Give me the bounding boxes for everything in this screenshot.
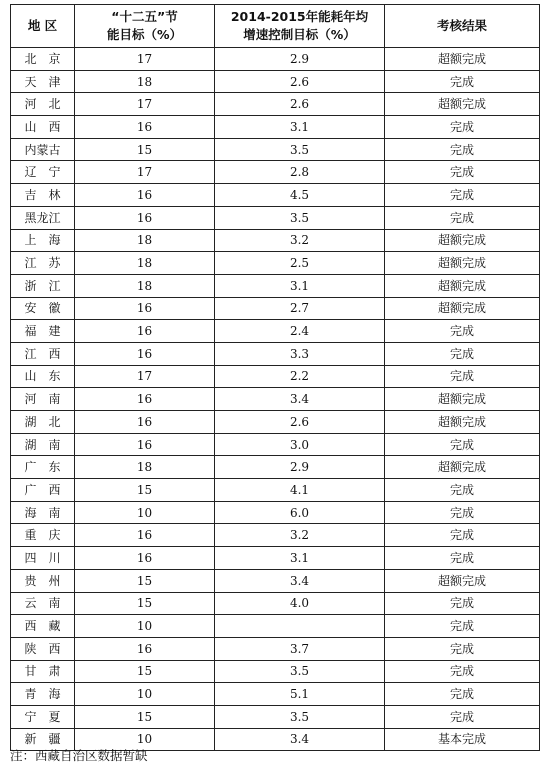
energy-assessment-table xyxy=(10,4,540,751)
footnote: 注：西藏自治区数据暂缺 xyxy=(10,748,148,763)
growth-cell xyxy=(215,252,385,275)
table-row xyxy=(11,592,540,615)
target-cell xyxy=(75,569,215,592)
growth-cell-text: 3.1 xyxy=(289,119,310,134)
growth-cell-text: 5.1 xyxy=(289,687,310,702)
target-cell-text: 10 xyxy=(136,687,153,702)
growth-cell xyxy=(215,229,385,252)
header-region-label: 地 区 xyxy=(27,18,58,33)
result-cell-text: 超额完成 xyxy=(437,392,486,407)
growth-cell xyxy=(215,433,385,456)
target-cell-text: 16 xyxy=(136,550,153,565)
table-row xyxy=(11,138,540,161)
growth-cell xyxy=(215,116,385,139)
header-result-label: 考核结果 xyxy=(436,18,487,33)
region-cell-text: 云南 xyxy=(24,596,73,611)
growth-cell-text: 2.5 xyxy=(289,256,310,271)
header-growth-line2: 增速控制目标（%） xyxy=(243,27,356,42)
region-cell xyxy=(11,569,75,592)
target-cell xyxy=(75,615,215,638)
target-cell xyxy=(75,229,215,252)
growth-cell xyxy=(215,297,385,320)
result-cell-text: 完成 xyxy=(449,528,474,543)
region-cell-text: 西藏 xyxy=(24,619,73,634)
region-cell xyxy=(11,116,75,139)
header-target-line2: 能目标（%） xyxy=(106,27,183,42)
target-cell xyxy=(75,116,215,139)
target-cell xyxy=(75,501,215,524)
header-growth-line1: 2014-2015年能耗年均 xyxy=(230,9,369,24)
table-row xyxy=(11,456,540,479)
growth-cell-text: 3.0 xyxy=(289,437,310,452)
table-row xyxy=(11,705,540,728)
region-cell xyxy=(11,456,75,479)
result-cell xyxy=(385,637,540,660)
table-row xyxy=(11,501,540,524)
target-cell-text: 15 xyxy=(136,596,153,611)
growth-cell xyxy=(215,184,385,207)
result-cell-text: 完成 xyxy=(449,619,474,634)
table-row xyxy=(11,116,540,139)
result-cell-text: 超额完成 xyxy=(437,256,486,271)
target-cell xyxy=(75,592,215,615)
table-row xyxy=(11,411,540,434)
region-cell xyxy=(11,365,75,388)
region-cell-text: 吉林 xyxy=(24,187,73,202)
result-cell-text: 完成 xyxy=(449,709,474,724)
target-cell-text: 17 xyxy=(136,369,153,384)
result-cell-text: 超额完成 xyxy=(437,414,486,429)
table-row xyxy=(11,479,540,502)
target-cell-text: 15 xyxy=(136,142,153,157)
target-cell-text: 16 xyxy=(136,346,153,361)
region-cell xyxy=(11,229,75,252)
region-cell-text: 上海 xyxy=(24,233,73,248)
region-cell xyxy=(11,93,75,116)
region-cell-text: 江西 xyxy=(24,346,73,361)
table-row xyxy=(11,388,540,411)
result-cell-text: 完成 xyxy=(449,505,474,520)
result-cell xyxy=(385,320,540,343)
result-cell xyxy=(385,683,540,706)
result-cell xyxy=(385,547,540,570)
table-row xyxy=(11,569,540,592)
growth-cell-text: 3.3 xyxy=(289,346,310,361)
target-cell-text: 16 xyxy=(136,119,153,134)
target-cell xyxy=(75,297,215,320)
target-cell xyxy=(75,433,215,456)
result-cell-text: 完成 xyxy=(449,664,474,679)
growth-cell-text: 3.5 xyxy=(289,709,310,724)
target-cell-text: 18 xyxy=(136,278,153,293)
header-row xyxy=(11,5,540,48)
target-cell-text: 15 xyxy=(136,664,153,679)
table-row xyxy=(11,229,540,252)
result-cell-text: 完成 xyxy=(449,596,474,611)
region-cell-text: 新疆 xyxy=(24,732,73,747)
table-header xyxy=(11,5,540,48)
growth-cell-text: 3.7 xyxy=(289,641,310,656)
result-cell-text: 完成 xyxy=(449,142,474,157)
table-row xyxy=(11,660,540,683)
region-cell-text: 贵州 xyxy=(24,573,73,588)
target-cell-text: 10 xyxy=(136,732,153,747)
region-cell xyxy=(11,501,75,524)
target-cell xyxy=(75,320,215,343)
target-cell xyxy=(75,637,215,660)
target-cell-text: 17 xyxy=(136,165,153,180)
region-cell-text: 浙江 xyxy=(24,278,73,293)
region-cell-text: 河北 xyxy=(24,97,73,112)
growth-cell xyxy=(215,524,385,547)
growth-cell xyxy=(215,138,385,161)
target-cell xyxy=(75,683,215,706)
target-cell-text: 18 xyxy=(136,256,153,271)
region-cell-text: 甘肃 xyxy=(24,664,73,679)
region-cell-text: 广东 xyxy=(24,460,73,475)
growth-cell-text: 3.5 xyxy=(289,142,310,157)
region-cell xyxy=(11,297,75,320)
target-cell xyxy=(75,342,215,365)
target-cell xyxy=(75,479,215,502)
table-row xyxy=(11,683,540,706)
growth-cell xyxy=(215,274,385,297)
region-cell-text: 江苏 xyxy=(24,256,73,271)
result-cell-text: 超额完成 xyxy=(437,97,486,112)
target-cell-text: 15 xyxy=(136,482,153,497)
table-row xyxy=(11,524,540,547)
target-cell-text: 10 xyxy=(136,505,153,520)
target-cell xyxy=(75,705,215,728)
growth-cell-text: 2.6 xyxy=(289,74,310,89)
region-cell xyxy=(11,660,75,683)
growth-cell-text: 3.2 xyxy=(289,233,310,248)
region-cell xyxy=(11,388,75,411)
growth-cell-text: 4.1 xyxy=(289,482,310,497)
growth-cell xyxy=(215,70,385,93)
target-cell-text: 16 xyxy=(136,210,153,225)
result-cell xyxy=(385,501,540,524)
region-cell xyxy=(11,48,75,71)
result-cell xyxy=(385,456,540,479)
growth-cell xyxy=(215,388,385,411)
header-target xyxy=(75,5,215,48)
region-cell xyxy=(11,683,75,706)
growth-cell-text: 2.7 xyxy=(289,301,310,316)
growth-cell xyxy=(215,161,385,184)
target-cell-text: 16 xyxy=(136,324,153,339)
target-cell xyxy=(75,388,215,411)
growth-cell-text: 3.4 xyxy=(289,573,310,588)
growth-cell-text: 2.8 xyxy=(289,165,310,180)
table-body xyxy=(11,48,540,751)
region-cell-text: 辽宁 xyxy=(24,165,73,180)
result-cell xyxy=(385,592,540,615)
target-cell xyxy=(75,70,215,93)
result-cell xyxy=(385,388,540,411)
region-cell xyxy=(11,70,75,93)
result-cell-text: 完成 xyxy=(449,210,474,225)
result-cell xyxy=(385,365,540,388)
region-cell xyxy=(11,138,75,161)
result-cell xyxy=(385,70,540,93)
region-cell-text: 海南 xyxy=(24,505,73,520)
result-cell xyxy=(385,342,540,365)
target-cell-text: 16 xyxy=(136,528,153,543)
growth-cell xyxy=(215,479,385,502)
result-cell xyxy=(385,206,540,229)
growth-cell-text: 3.2 xyxy=(289,528,310,543)
result-cell xyxy=(385,274,540,297)
table-row xyxy=(11,252,540,275)
table-row xyxy=(11,184,540,207)
growth-cell xyxy=(215,547,385,570)
growth-cell xyxy=(215,411,385,434)
result-cell-text: 完成 xyxy=(449,165,474,180)
result-cell xyxy=(385,615,540,638)
result-cell xyxy=(385,184,540,207)
region-cell xyxy=(11,252,75,275)
region-cell-text: 湖北 xyxy=(24,414,73,429)
result-cell-text: 完成 xyxy=(449,324,474,339)
result-cell xyxy=(385,161,540,184)
target-cell-text: 17 xyxy=(136,51,153,66)
region-cell-text: 黑龙江 xyxy=(24,210,61,225)
target-cell xyxy=(75,274,215,297)
region-cell-text: 北京 xyxy=(24,51,73,66)
result-cell xyxy=(385,138,540,161)
target-cell-text: 18 xyxy=(136,74,153,89)
growth-cell xyxy=(215,728,385,751)
region-cell-text: 宁夏 xyxy=(24,709,73,724)
region-cell-text: 四川 xyxy=(24,550,73,565)
region-cell xyxy=(11,411,75,434)
table-row xyxy=(11,48,540,71)
result-cell xyxy=(385,524,540,547)
growth-cell xyxy=(215,592,385,615)
growth-cell xyxy=(215,342,385,365)
table-row xyxy=(11,206,540,229)
growth-cell xyxy=(215,637,385,660)
result-cell-text: 完成 xyxy=(449,187,474,202)
result-cell xyxy=(385,93,540,116)
growth-cell-text: 2.9 xyxy=(289,460,310,475)
target-cell-text: 10 xyxy=(136,619,153,634)
target-cell xyxy=(75,252,215,275)
target-cell xyxy=(75,93,215,116)
result-cell-text: 超额完成 xyxy=(437,51,486,66)
result-cell-text: 超额完成 xyxy=(437,233,486,248)
table-row xyxy=(11,161,540,184)
target-cell-text: 16 xyxy=(136,641,153,656)
target-cell xyxy=(75,547,215,570)
table-row xyxy=(11,93,540,116)
result-cell-text: 完成 xyxy=(449,346,474,361)
table-row xyxy=(11,547,540,570)
growth-cell-text: 4.0 xyxy=(289,596,310,611)
target-cell xyxy=(75,184,215,207)
region-cell xyxy=(11,705,75,728)
result-cell xyxy=(385,48,540,71)
region-cell xyxy=(11,161,75,184)
result-cell xyxy=(385,660,540,683)
growth-cell-text: 3.5 xyxy=(289,664,310,679)
table-row xyxy=(11,70,540,93)
region-cell xyxy=(11,342,75,365)
region-cell-text: 河南 xyxy=(24,392,73,407)
growth-cell xyxy=(215,206,385,229)
region-cell-text: 天津 xyxy=(24,74,73,89)
growth-cell-text: 4.5 xyxy=(289,187,310,202)
target-cell-text: 18 xyxy=(136,460,153,475)
growth-cell xyxy=(215,320,385,343)
growth-cell-text: 6.0 xyxy=(289,505,310,520)
growth-cell-text: 2.9 xyxy=(289,51,310,66)
table-row xyxy=(11,320,540,343)
region-cell xyxy=(11,206,75,229)
result-cell xyxy=(385,252,540,275)
region-cell xyxy=(11,274,75,297)
header-region xyxy=(11,5,75,48)
result-cell-text: 完成 xyxy=(449,369,474,384)
region-cell xyxy=(11,547,75,570)
region-cell xyxy=(11,637,75,660)
table-row xyxy=(11,297,540,320)
growth-cell xyxy=(215,683,385,706)
region-cell-text: 山东 xyxy=(24,369,73,384)
region-cell-text: 山西 xyxy=(24,119,73,134)
growth-cell xyxy=(215,660,385,683)
target-cell-text: 16 xyxy=(136,414,153,429)
region-cell xyxy=(11,433,75,456)
result-cell-text: 完成 xyxy=(449,437,474,452)
result-cell-text: 完成 xyxy=(449,482,474,497)
result-cell-text: 完成 xyxy=(449,119,474,134)
growth-cell-text: 3.4 xyxy=(289,392,310,407)
target-cell-text: 16 xyxy=(136,392,153,407)
growth-cell xyxy=(215,365,385,388)
region-cell-text: 陕西 xyxy=(24,641,73,656)
target-cell xyxy=(75,206,215,229)
growth-cell xyxy=(215,501,385,524)
result-cell xyxy=(385,705,540,728)
result-cell xyxy=(385,479,540,502)
result-cell-text: 完成 xyxy=(449,550,474,565)
target-cell xyxy=(75,456,215,479)
growth-cell-text: 2.6 xyxy=(289,414,310,429)
table-row xyxy=(11,342,540,365)
growth-cell-text: 2.2 xyxy=(289,369,310,384)
target-cell-text: 15 xyxy=(136,573,153,588)
growth-cell xyxy=(215,705,385,728)
result-cell xyxy=(385,116,540,139)
result-cell-text: 超额完成 xyxy=(437,573,486,588)
region-cell xyxy=(11,184,75,207)
region-cell-text: 福建 xyxy=(24,324,73,339)
growth-cell xyxy=(215,48,385,71)
result-cell xyxy=(385,569,540,592)
region-cell-text: 青海 xyxy=(24,687,73,702)
target-cell-text: 16 xyxy=(136,301,153,316)
region-cell-text: 安徽 xyxy=(24,301,73,316)
region-cell-text: 内蒙古 xyxy=(24,142,61,157)
result-cell xyxy=(385,297,540,320)
table-row xyxy=(11,637,540,660)
target-cell xyxy=(75,411,215,434)
region-cell xyxy=(11,592,75,615)
growth-cell-text: 3.4 xyxy=(289,732,310,747)
target-cell-text: 18 xyxy=(136,233,153,248)
target-cell-text: 15 xyxy=(136,709,153,724)
growth-cell-text: 2.4 xyxy=(289,324,310,339)
result-cell-text: 基本完成 xyxy=(437,732,486,747)
target-cell-text: 17 xyxy=(136,97,153,112)
region-cell-text: 重庆 xyxy=(24,528,73,543)
result-cell-text: 完成 xyxy=(449,641,474,656)
growth-cell xyxy=(215,569,385,592)
result-cell-text: 完成 xyxy=(449,687,474,702)
header-growth xyxy=(215,5,385,48)
target-cell-text: 16 xyxy=(136,187,153,202)
result-cell-text: 完成 xyxy=(449,74,474,89)
region-cell xyxy=(11,320,75,343)
growth-cell xyxy=(215,93,385,116)
region-cell-text: 湖南 xyxy=(24,437,73,452)
growth-cell-text: 3.1 xyxy=(289,550,310,565)
table-row xyxy=(11,615,540,638)
table-row xyxy=(11,433,540,456)
target-cell xyxy=(75,365,215,388)
target-cell-text: 16 xyxy=(136,437,153,452)
table-row xyxy=(11,274,540,297)
header-result xyxy=(385,5,540,48)
result-cell xyxy=(385,411,540,434)
result-cell xyxy=(385,728,540,751)
result-cell-text: 超额完成 xyxy=(437,278,486,293)
region-cell-text: 广西 xyxy=(24,482,73,497)
region-cell xyxy=(11,479,75,502)
target-cell xyxy=(75,48,215,71)
result-cell xyxy=(385,229,540,252)
table-row xyxy=(11,365,540,388)
result-cell-text: 超额完成 xyxy=(437,301,486,316)
growth-cell-text: 3.5 xyxy=(289,210,310,225)
growth-cell xyxy=(215,456,385,479)
target-cell xyxy=(75,524,215,547)
result-cell xyxy=(385,433,540,456)
growth-cell xyxy=(215,615,385,638)
growth-cell-text: 3.1 xyxy=(289,278,310,293)
target-cell xyxy=(75,660,215,683)
target-cell xyxy=(75,161,215,184)
region-cell xyxy=(11,615,75,638)
region-cell xyxy=(11,524,75,547)
header-target-line1: “十二五”节 xyxy=(111,9,178,24)
growth-cell-text: 2.6 xyxy=(289,97,310,112)
result-cell-text: 超额完成 xyxy=(437,460,486,475)
target-cell xyxy=(75,138,215,161)
